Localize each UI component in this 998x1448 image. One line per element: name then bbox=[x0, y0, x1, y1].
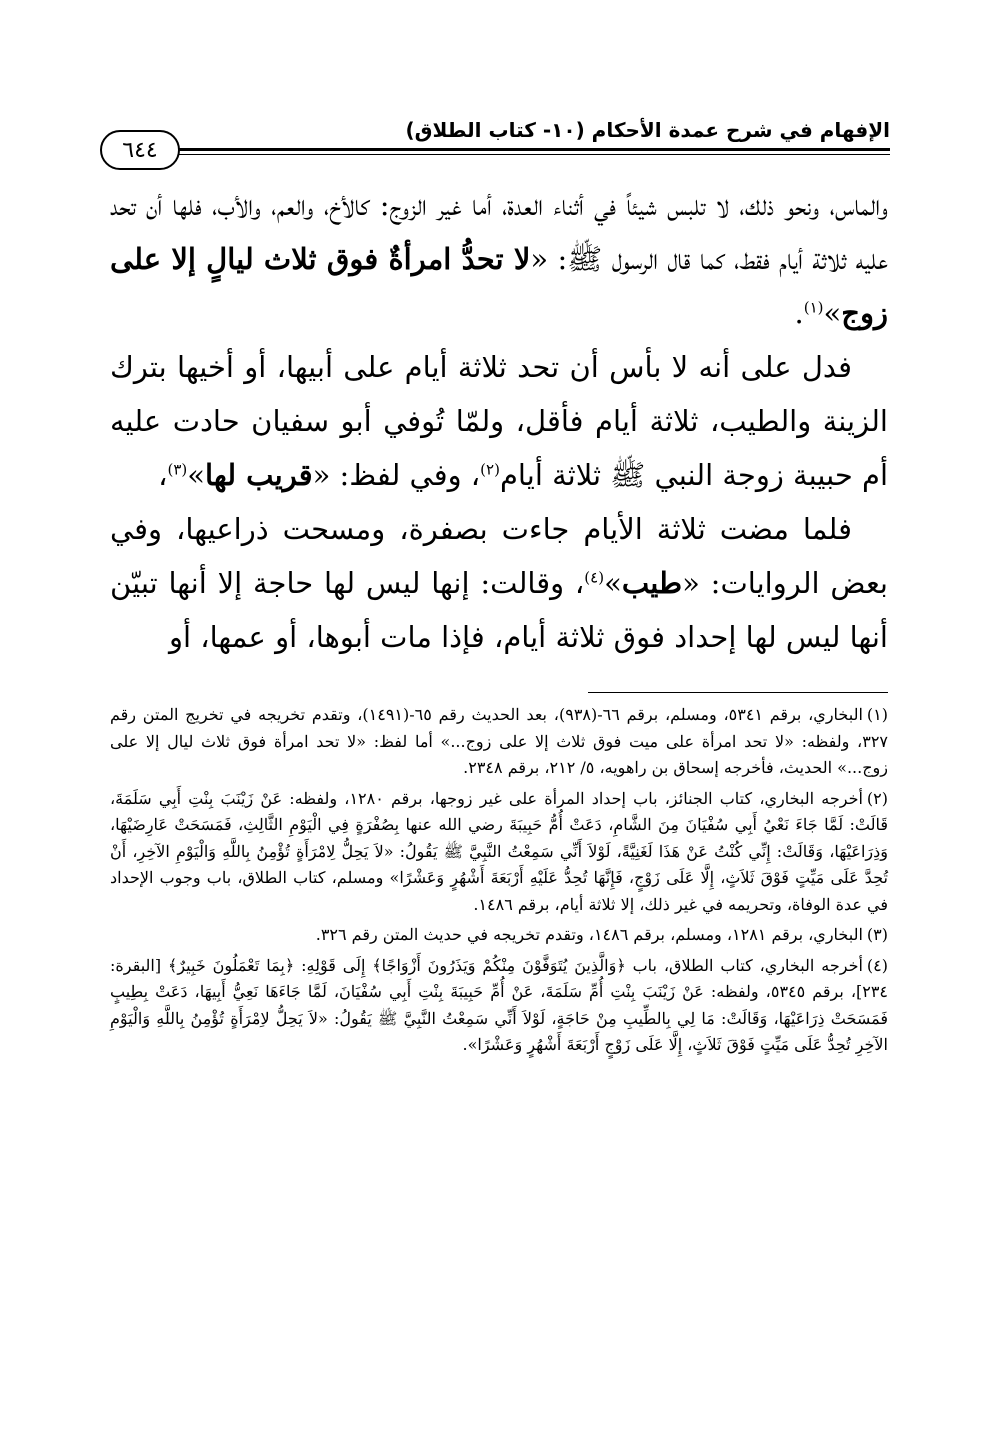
footnote-separator bbox=[588, 692, 888, 693]
footnote-ref-4: (٤) bbox=[584, 568, 605, 587]
footnote-ref-3: (٣) bbox=[167, 460, 188, 479]
paragraph-2-text-a: فدل على أنه لا بأس أن تحد ثلاثة أيام على أبيها، أو أخيها بترك الزينة والطيب، ثلاثة أيام فأقل، ولمّا تُوفي أبو سفيان حادت عليه أم حبيبة زوجة النبي ﷺ ثلاثة أيام bbox=[110, 350, 888, 492]
footnotes bbox=[110, 702, 888, 1063]
footnote-text: البخاري، برقم ١٢٨١، ومسلم، برقم ١٤٨٦، وتقدم تخريجه في حديث المتن رقم ٣٢٦. bbox=[315, 925, 863, 944]
page-header bbox=[100, 108, 890, 170]
footnote-text: البخاري، برقم ٥٣٤١، ومسلم، برقم ٦٦-(٩٣٨)، بعد الحديث رقم ٦٥-(١٤٩١)، وتقدم تخريجه في تخريج المتن رقم ٣٢٧، ولفظه: «لا تحد امرأة على ميت فوق ثلاث إلا على زوج...» أما لفظ: «لا تحد امرأة فوق ثلاث ليال إلا على زوج...» الحديث، فأخرجه إسحاق بن راهويه، ٥/ ٢١٢، برقم ٢٣٤٨. bbox=[110, 705, 888, 777]
paragraph-3-text-c: ، وقالت: إنها ليس لها حاجة إلا أنها تبيّن أنها ليس لها إحداد فوق ثلاثة أيام، فإذا مات أبوها، أو عمها، أو bbox=[110, 566, 888, 654]
footnote-number: (٣) bbox=[866, 925, 888, 944]
main-text bbox=[110, 178, 888, 664]
header-rule-thin bbox=[170, 154, 890, 155]
header-rule-thick bbox=[170, 148, 890, 151]
footnote-text: أخرجه البخاري، كتاب الطلاق، باب ﴿وَالَّذِينَ يُتَوَفَّوْنَ مِنْكُمْ وَيَذَرُونَ أَزْوَاجًا﴾ إِلَى قَوْلِهِ: ﴿بِمَا تَعْمَلُونَ خَبِيرٌ﴾ [البقرة: ٢٣٤]، برقم ٥٣٤٥، ولفظه: عَنْ زَيْنَبَ بِنْتِ أُمِّ سَلَمَةَ، عَنْ أُمِّ حَبِيبَةَ بِنْتِ أَبِي سُفْيَانَ، لَمَّا جَاءَهَا نَعِيُّ أَبِيهَا، دَعَتْ بِطِيبٍ فَمَسَحَتْ ذِرَاعَيْهَا، وَقَالَتْ: مَا لِي بِالطِّيبِ مِنْ حَاجَةٍ، لَوْلاَ أَنِّي سَمِعْتُ النَّبِيَّ ﷺ يَقُولُ: «لاَ يَحِلُّ لاِمْرَأَةٍ تُؤْمِنُ بِاللَّهِ وَالْيَوْمِ الآخِرِ تُحِدُّ عَلَى مَيِّتٍ فَوْقَ ثَلاَثٍ، إِلَّا عَلَى زَوْجٍ أَرْبَعَةَ أَشْهُرٍ وَعَشْرًا». bbox=[110, 955, 889, 1054]
paragraph-3 bbox=[110, 502, 888, 664]
hadith-quote-2: قريب لها bbox=[205, 458, 313, 492]
paragraph-2-text-c: » bbox=[187, 458, 206, 492]
paragraph-3-text-a: فلما مضت ثلاثة الأيام جاءت بصفرة، ومسحت ذراعيها، وفي بعض الروايات: « bbox=[110, 512, 889, 600]
footnote-ref-2: (٢) bbox=[480, 460, 500, 479]
footnote-4 bbox=[110, 953, 888, 1059]
footnote-1 bbox=[110, 702, 888, 782]
footnote-number: (٢) bbox=[866, 788, 888, 808]
paragraph-2-text-b: ، وفي لفظ: « bbox=[312, 458, 481, 492]
footnote-3 bbox=[110, 922, 888, 949]
page-number: ٦٤٤ bbox=[100, 130, 180, 170]
paragraph-1-text-b: » bbox=[823, 296, 842, 330]
footnote-text: أخرجه البخاري، كتاب الجنائز، باب إحداد المرأة على غير زوجها، برقم ١٢٨٠، ولفظه: عَنْ زَيْنَبَ بِنْتِ أَبِي سَلَمَةَ، قَالَتْ: لَمَّا جَاءَ نَعْيُ أَبِي سُفْيَانَ مِنَ الشَّامِ، دَعَتْ أُمُّ حَبِيبَةَ رضي الله عنها بِصُفْرَةٍ فِي الْيَوْمِ الثَّالِثِ، فَمَسَحَتْ عَارِضَيْهَا، وَذِرَاعَيْهَا، وَقَالَتْ: إِنِّي كُنْتُ عَنْ هَذَا لَغَنِيَّةً، لَوْلاَ أَنِّي سَمِعْتُ النَّبِيَّ ﷺ يَقُولُ: «لاَ يَحِلُّ لِامْرَأَةٍ تُؤْمِنُ بِاللَّهِ وَالْيَوْمِ الآخِرِ، أَنْ تُحِدَّ عَلَى مَيِّتٍ فَوْقَ ثَلاَثٍ، إِلَّا عَلَى زَوْجٍ، فَإِنَّهَا تُحِدُّ عَلَيْهِ أَرْبَعَةَ أَشْهُرٍ وَعَشْرًا» ومسلم، كتاب الطلاق، باب وجوب الإحداد في عدة الوفاة، وتحريمه في غير ذلك، إلا ثلاثة أيام، برقم ١٤٨٦. bbox=[110, 788, 888, 914]
footnote-number: (١) bbox=[866, 705, 889, 724]
paragraph-3-text-b: » bbox=[604, 566, 622, 600]
paragraph-1 bbox=[110, 178, 888, 340]
footnote-number: (٤) bbox=[866, 955, 889, 975]
hadith-quote-3: طيب bbox=[621, 566, 683, 600]
paragraph-1-text-c: . bbox=[794, 296, 804, 330]
footnote-ref-1: (١) bbox=[803, 298, 824, 317]
paragraph-2 bbox=[110, 340, 888, 502]
paragraph-2-text-d: ، bbox=[158, 458, 168, 492]
hadith-quote-1: لا تحدُّ امرأةٌ فوق ثلاث ليالٍ إلا على زوج bbox=[110, 242, 888, 330]
paragraph-1-text-a: والماس، ونحو ذلك، لا تلبس شيئاً في أثناء العدة، أما غير الزوج: كالأخ، والعم، والأب، فلها أن تحد عليه ثلاثة أيام فقط، كما قال الرسول ﷺ: « bbox=[110, 188, 889, 276]
footnote-2 bbox=[110, 786, 888, 919]
running-title: الإفهام في شرح عمدة الأحكام (١٠- كتاب الطلاق) bbox=[405, 118, 890, 142]
